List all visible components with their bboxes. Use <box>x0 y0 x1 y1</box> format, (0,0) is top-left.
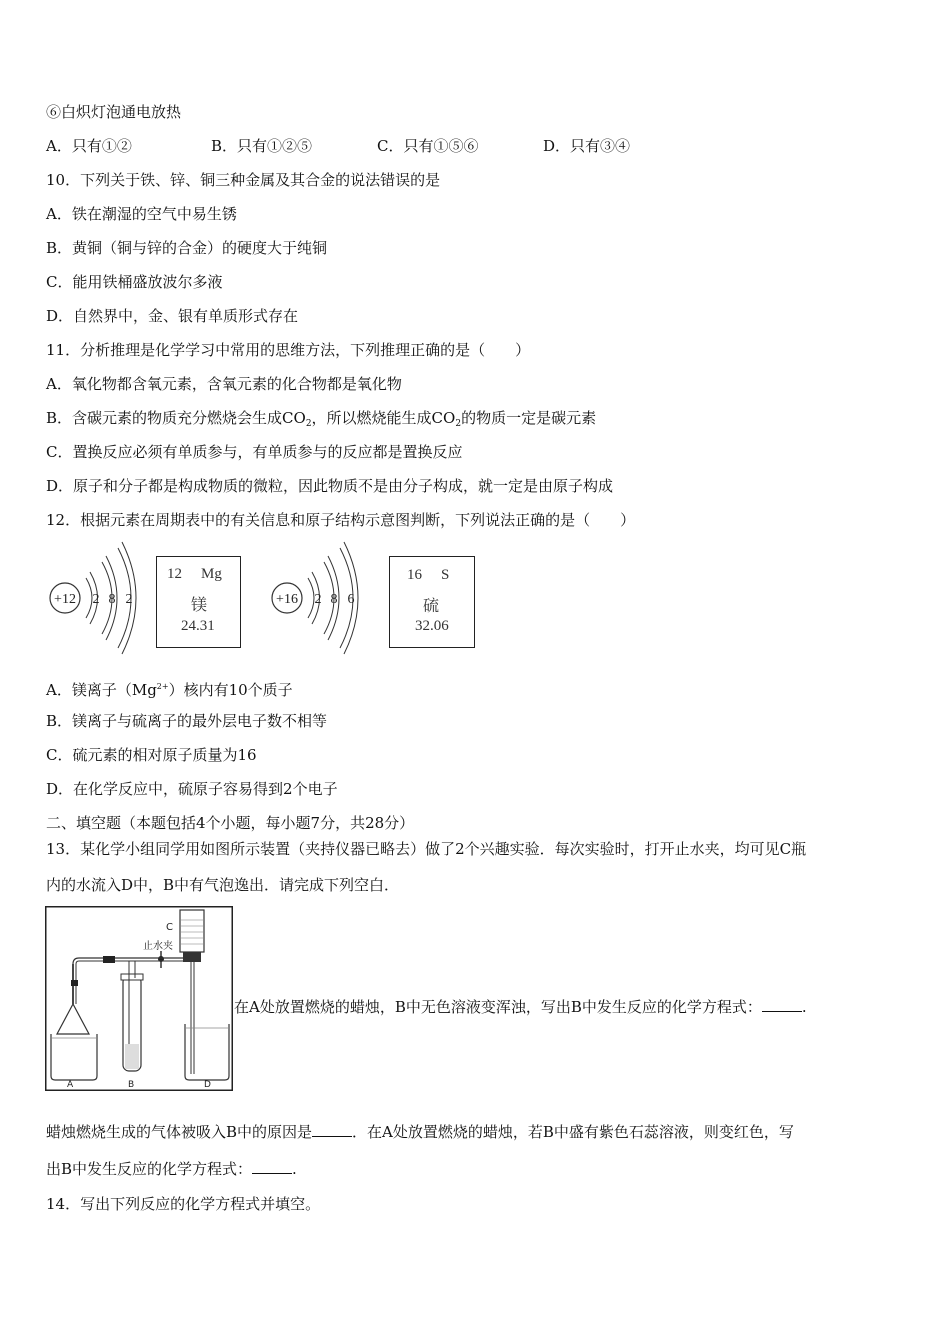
q13-part2-post: ．在A处放置燃烧的蜡烛，若B中盛有紫色石蕊溶液，则变红色，写 <box>352 1123 794 1141</box>
section-2-heading: 二、填空题（本题包括4个小题，每小题7分，共28分） <box>46 814 415 832</box>
mg-shell-2-count: 8 <box>108 592 116 607</box>
q13-part1 <box>234 997 807 1017</box>
s-atom-diagram <box>268 538 363 658</box>
s-atomic-number: 16 <box>407 567 422 583</box>
q11-option-c: C．置换反应必须有单质参与，有单质参与的反应都是置换反应 <box>46 443 463 461</box>
s-symbol: S <box>441 567 450 583</box>
mg-atom-diagram <box>46 538 141 658</box>
q12-a-part2: ）核内有10个质子 <box>168 681 293 699</box>
mg-chinese-name: 镁 <box>191 597 208 614</box>
q12-option-d: D．在化学反应中，硫原子容易得到2个电子 <box>46 780 338 798</box>
q11-option-b <box>46 408 596 434</box>
s-nucleus-charge: +16 <box>276 592 298 607</box>
label-c: C <box>166 922 173 933</box>
s-shell-2-count: 8 <box>330 592 338 607</box>
mg-symbol: Mg <box>201 566 222 582</box>
q13-part2-pre: 蜡烛燃烧生成的气体被吸入B中的原因是 <box>46 1123 313 1141</box>
q12-a-charge: 2+ <box>156 682 169 691</box>
q12-option-a <box>46 677 293 700</box>
q13-part1-end: . <box>801 998 807 1016</box>
mg-shell-arc-1 <box>86 578 92 618</box>
s-shell-1-count: 2 <box>314 592 322 607</box>
mg-shell-1-count: 2 <box>92 592 100 607</box>
label-d: D <box>204 1080 211 1090</box>
s-atomic-mass: 32.06 <box>415 618 449 634</box>
q13-stem-line1: 13．某化学小组同学用如图所示装置（夹持仪器已略去）做了2个兴趣实验．每次实验时，打开止水夹，均可见C瓶 <box>46 840 807 858</box>
q12-option-c: C．硫元素的相对原子质量为16 <box>46 746 257 764</box>
rubber-joint-ab <box>103 956 115 963</box>
q10-stem: 10．下列关于铁、锌、铜三种金属及其合金的说法错误的是 <box>46 171 441 189</box>
mg-nucleus-charge: +12 <box>54 592 76 607</box>
s-shell-arc-1 <box>308 578 314 618</box>
q13-stem-line2: 内的水流入D中，B中有气泡逸出．请完成下列空白． <box>46 876 400 894</box>
q13-blank-2[interactable] <box>312 1122 352 1137</box>
q11-b-part3: 的物质一定是碳元素 <box>461 409 597 427</box>
q11-b-part1: B．含碳元素的物质充分燃烧会生成CO <box>46 409 306 427</box>
q9-option-a: A．只有①② <box>46 137 132 155</box>
q11-b-sub2: 2 <box>455 419 462 429</box>
mg-shell-3-count: 2 <box>125 592 133 607</box>
q9-option-b: B．只有①②⑤ <box>211 137 313 155</box>
q10-option-d: D．自然界中，金、银有单质形式存在 <box>46 307 299 325</box>
q11-b-sub1: 2 <box>305 419 312 429</box>
q9-option-c: C．只有①⑤⑥ <box>377 137 479 155</box>
q13-blank-3[interactable] <box>252 1159 292 1174</box>
q10-option-b: B．黄铜（铜与锌的合金）的硬度大于纯铜 <box>46 239 328 257</box>
bottle-c-stopper <box>183 952 201 962</box>
q10-option-a: A．铁在潮湿的空气中易生锈 <box>46 205 237 223</box>
q14-stem: 14．写出下列反应的化学方程式并填空。 <box>46 1195 321 1213</box>
label-a: A <box>67 1080 74 1090</box>
q11-option-a: A．氧化物都含氧元素，含氧元素的化合物都是氧化物 <box>46 375 402 393</box>
q11-stem: 11．分析推理是化学学习中常用的思维方法，下列推理正确的是（ ） <box>46 341 531 359</box>
q9-item6: ⑥白炽灯泡通电放热 <box>46 103 182 121</box>
mg-atomic-mass: 24.31 <box>181 618 215 634</box>
label-b: B <box>128 1080 135 1090</box>
q12-option-b: B．镁离子与硫离子的最外层电子数不相等 <box>46 712 328 730</box>
q9-options <box>46 136 630 156</box>
tube-b-stopper <box>121 974 143 980</box>
mg-element-card <box>156 556 241 648</box>
s-element-card <box>389 556 475 648</box>
clamp-label: 止水夹 <box>143 941 173 952</box>
rubber-joint-a <box>71 980 78 986</box>
q13-part3 <box>46 1159 297 1179</box>
q9-option-d: D．只有③④ <box>543 137 631 155</box>
q10-option-c: C．能用铁桶盛放波尔多液 <box>46 273 223 291</box>
q13-part3-pre: 出B中发生反应的化学方程式： <box>46 1160 253 1178</box>
q11-b-part2: ，所以燃烧能生成CO <box>311 409 456 427</box>
s-chinese-name: 硫 <box>423 598 440 615</box>
q12-a-part1: A．镁离子（Mg <box>46 681 157 699</box>
s-shell-3-count: 6 <box>347 592 355 607</box>
q12-stem: 12．根据元素在周期表中的有关信息和原子结构示意图判断，下列说法正确的是（ ） <box>46 511 636 529</box>
mg-atomic-number: 12 <box>167 566 182 582</box>
q13-part2 <box>46 1122 794 1142</box>
q13-part1-text: 在A处放置燃烧的蜡烛，B中无色溶液变浑浊，写出B中发生反应的化学方程式： <box>234 998 762 1016</box>
q13-blank-1[interactable] <box>762 997 802 1012</box>
q13-part3-post: . <box>292 1160 297 1178</box>
tube-b-liquid <box>125 1044 139 1069</box>
q13-apparatus-figure <box>45 906 233 1091</box>
q11-option-d: D．原子和分子都是构成物质的微粒，因此物质不是由分子构成，就一定是由原子构成 <box>46 477 614 495</box>
